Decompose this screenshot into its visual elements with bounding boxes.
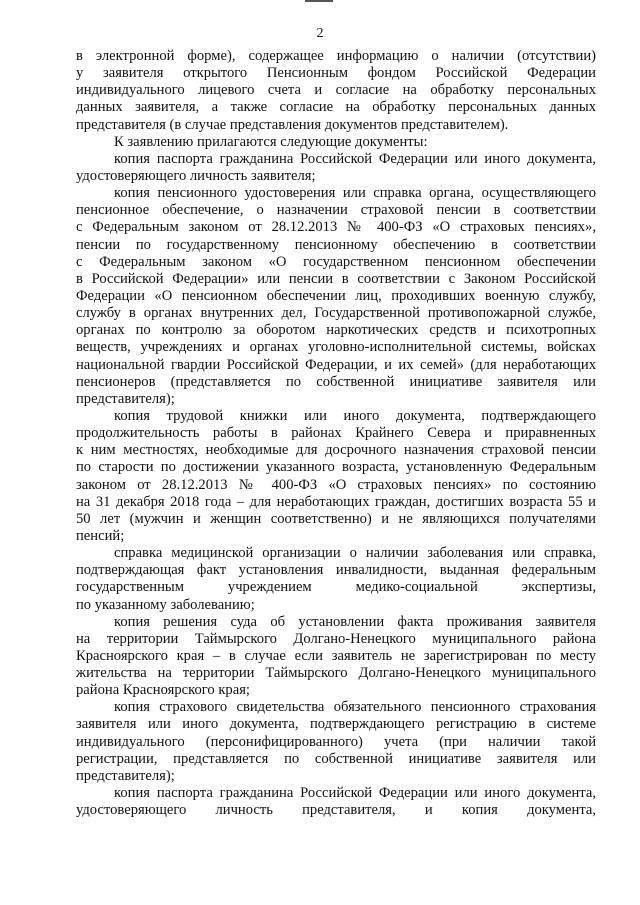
text-line: представителя (в случае представления документов представителем). bbox=[76, 116, 509, 133]
text-line: службу в органах внутренних дел, Государственной противопожарной службе, bbox=[76, 305, 596, 322]
top-edge-mark bbox=[305, 0, 333, 2]
text-line: в Российской Федерации» или пенсии в соответствии с Законом Российской bbox=[76, 270, 596, 287]
document-body bbox=[76, 48, 596, 819]
text-line: копия паспорта гражданина Российской Федерации или иного документа, bbox=[114, 785, 596, 802]
text-line: на 31 декабря 2018 года – для неработающих граждан, достигших возраста 55 и bbox=[76, 493, 596, 510]
text-line: пенсионное обеспечение, о назначении страховой пенсии в соответствии bbox=[76, 202, 596, 219]
text-line: с Федеральным законом «О государственном пенсионном обеспечении bbox=[76, 253, 596, 270]
text-line: К заявлению прилагаются следующие документы: bbox=[114, 133, 428, 150]
text-line: Красноярского края – в случае если заявитель не зарегистрирован по месту bbox=[76, 647, 596, 664]
text-line: по указанному заболеванию; bbox=[76, 596, 255, 613]
text-line: справка медицинской организации о наличии заболевания или справка, bbox=[114, 545, 596, 562]
text-line: заявителя или иного документа, подтверждающего регистрацию в системе bbox=[76, 716, 596, 733]
text-line: продолжительность работы в районах Крайнего Севера и приравненных bbox=[76, 425, 596, 442]
text-line: пенсий; bbox=[76, 527, 125, 544]
text-line: копия паспорта гражданина Российской Федерации или иного документа, bbox=[114, 150, 596, 167]
text-line: веществ, учреждениях и органах уголовно-исполнительной системы, войсках bbox=[76, 339, 596, 356]
text-line: к ним местностях, необходимые для досрочного назначения страховой пенсии bbox=[76, 442, 596, 459]
text-line: регистрации, представляется по собственной инициативе заявителя или bbox=[76, 750, 596, 767]
text-line: представителя); bbox=[76, 767, 175, 784]
text-line: Федерации «О пенсионном обеспечении лиц, проходивших военную службу, bbox=[76, 287, 596, 304]
text-line: по старости по достижении указанного возраста, установленную Федеральным bbox=[76, 459, 596, 476]
text-line: данных заявителя, а также согласие на обработку персональных данных bbox=[76, 99, 596, 116]
text-line: законом от 28.12.2013 № 400-ФЗ «О страховых пенсиях» по состоянию bbox=[76, 476, 596, 493]
page-number: 2 bbox=[316, 26, 324, 41]
text-line: с Федеральным законом от 28.12.2013 № 400-ФЗ «О страховых пенсиях», bbox=[76, 219, 596, 236]
text-line: удостоверяющего личность представителя, и копия документа, bbox=[76, 802, 596, 819]
text-line: представителя); bbox=[76, 390, 175, 407]
text-line: пенсии по государственному пенсионному обеспечению в соответствии bbox=[76, 236, 596, 253]
text-line: жительства на территории Таймырского Долгано-Ненецкого муниципального bbox=[76, 665, 596, 682]
text-line: государственным учреждением медико-социальной экспертизы, bbox=[76, 579, 596, 596]
text-line: копия пенсионного удостоверения или справка органа, осуществляющего bbox=[114, 185, 596, 202]
text-line: района Красноярского края; bbox=[76, 682, 250, 699]
text-line: 50 лет (мужчин и женщин соответственно) и не являющихся получателями bbox=[76, 510, 596, 527]
text-line: копия страхового свидетельства обязательного пенсионного страхования bbox=[114, 699, 596, 716]
text-line: копия трудовой книжки или иного документа, подтверждающего bbox=[114, 407, 596, 424]
text-line: индивидуального (персонифицированного) учета (при наличии такой bbox=[76, 733, 596, 750]
text-line: индивидуального лицевого счета и согласие на обработку персональных bbox=[76, 82, 596, 99]
text-line: национальной гвардии Российской Федерации, и их семей» (для неработающих bbox=[76, 356, 596, 373]
text-line: подтверждающая факт установления инвалидности, выданная федеральным bbox=[76, 562, 596, 579]
text-line: у заявителя открытого Пенсионным фондом Российской Федерации bbox=[76, 65, 596, 82]
text-line: пенсионеров (представляется по собственной инициативе заявителя или bbox=[76, 373, 596, 390]
text-line: удостоверяющего личность заявителя; bbox=[76, 167, 316, 184]
text-line: в электронной форме), содержащее информацию о наличии (отсутствии) bbox=[76, 48, 596, 64]
text-line: органах по контролю за оборотом наркотических средств и психотропных bbox=[76, 322, 596, 339]
text-line: на территории Таймырского Долгано-Ненецкого муниципального района bbox=[76, 630, 596, 647]
text-line: копия решения суда об установлении факта проживания заявителя bbox=[114, 613, 596, 630]
